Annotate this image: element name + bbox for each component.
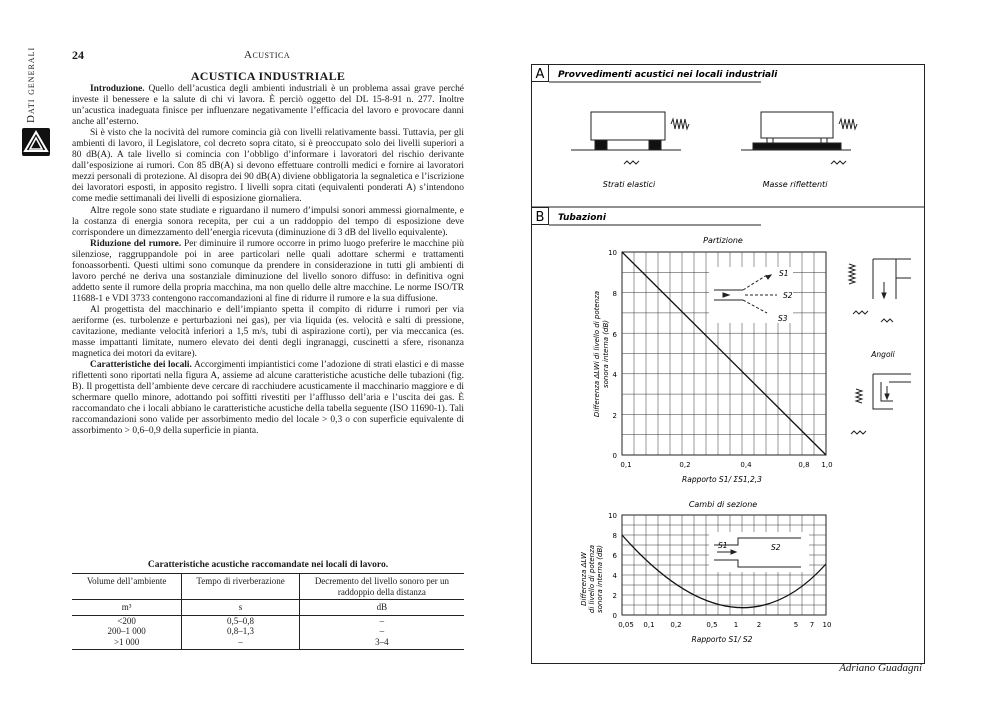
table-unit: dB bbox=[299, 600, 464, 616]
paragraph bbox=[72, 128, 464, 205]
branch-s1: S1 bbox=[779, 269, 789, 278]
paragraph bbox=[72, 84, 464, 128]
chart2-ylabel: Differenza ΔLW bbox=[580, 552, 588, 606]
table-cell: <200 bbox=[72, 615, 182, 626]
chart2-xlabel: Rapporto S1/ S2 bbox=[691, 635, 753, 644]
chart2-xtick: 5 bbox=[793, 621, 799, 629]
table-unit: s bbox=[182, 600, 300, 616]
paragraph-lead: Caratteristiche dei locali. bbox=[90, 360, 192, 371]
acoustics-section-icon bbox=[22, 128, 50, 156]
table-unit: m³ bbox=[72, 600, 182, 616]
chart2-y-ticks bbox=[608, 512, 617, 620]
paragraph-text: Si è visto che la nocività del rumore comincia già con livelli relativamente bassi. Tuttavia, per gli ambienti di lavoro, il Legislatore, col decreto sopra citato, si è preoccupato solo dei livelli superiori a 80 dB(A). A tale livello si comincia con l’obbligo d’informare i lavoratori del rischio derivante dall’esposizione ai rumori. Con 85 dB(A) si devono effettuare controlli medici e fornire ai lavoratori mezzi personali di protezione. Al disopra dei 90 dB(A) diviene obbligatoria la segnaletica e l’iscrizione dei lavoratori esposti, in apposito registro. I livelli sopra citati (equivalenti ponderati A) s’intendono come medie settimanali dei livelli di esposizione giornaliera. bbox=[72, 128, 464, 205]
chart2-xtick: 7 bbox=[809, 621, 815, 629]
chart2-ylabel: sonora interna (dB) bbox=[596, 544, 604, 614]
chart1-ytick: 8 bbox=[612, 290, 617, 298]
table-header: Tempo di riverberazione bbox=[182, 574, 300, 600]
angles-label: Angoli bbox=[871, 350, 895, 359]
section-side-tab: Dati generali bbox=[25, 46, 37, 124]
paragraph bbox=[72, 239, 464, 305]
table-header: Volume dell’ambiente bbox=[72, 574, 182, 600]
table-header: Decremento del livello sonoro per un raddoppio della distanza bbox=[299, 574, 464, 600]
label-elastic-layers: Strati elastici bbox=[602, 180, 656, 189]
table-row bbox=[72, 637, 464, 650]
chart2-xtick: 0,5 bbox=[706, 621, 718, 629]
panel-b-letter: B bbox=[535, 210, 545, 225]
chart2-x-ticks bbox=[618, 621, 831, 629]
paragraph bbox=[72, 305, 464, 360]
panel-b-title: Tubazioni bbox=[558, 213, 606, 223]
chart2-xtick: 2 bbox=[756, 621, 762, 629]
table-cell: 0,5–0,8 bbox=[182, 615, 300, 626]
angles-drawing-top bbox=[849, 259, 911, 322]
chart1-ytick: 6 bbox=[612, 331, 617, 339]
chart1-xtick: 0,2 bbox=[679, 461, 691, 469]
chart2-ytick: 0 bbox=[612, 612, 617, 620]
table-caption: Caratteristiche acustiche raccomandate nei locali di lavoro. bbox=[147, 560, 389, 570]
chart1-x-ticks bbox=[620, 461, 832, 469]
chart1-xtick: 0,1 bbox=[620, 461, 632, 469]
chart2-xtick: 1 bbox=[733, 621, 739, 629]
body-text bbox=[72, 84, 464, 438]
chart1-ytick: 10 bbox=[608, 249, 617, 257]
page-title: ACUSTICA INDUSTRIALE bbox=[190, 69, 346, 83]
elastic-layers-drawing bbox=[571, 112, 689, 164]
table-cell: 3–4 bbox=[299, 637, 464, 650]
chart2-ytick: 8 bbox=[612, 532, 617, 540]
table-cell: 0,8–1,3 bbox=[182, 626, 300, 637]
chart2-xtick: 0,2 bbox=[670, 621, 682, 629]
chart2-ytick: 2 bbox=[612, 592, 617, 600]
section-change-inset bbox=[709, 532, 809, 572]
paragraph-text: Per diminuire il rumore occorre in primo luogo preferire le macchine più silenziose, raggruppandole poi in aree particolari nelle quali adottare schermi e trattamenti fonoassorbenti. Questi ultimi sono comunque da prendere in considerazione in tutti gli ambienti di lavoro perché ne deriva una sostanziale diminuzione del livello sonoro diffuso: in definitiva ogni addetto sente il rumore della propria macchina, ma non quello delle altre macchine. Le norme ISO/TR 11688-1 e VDI 3733 contengono raccomandazioni al fine di ridurre il rumore e la sua diffusione. bbox=[72, 238, 465, 304]
paragraph-lead: Riduzione del rumore. bbox=[90, 238, 182, 249]
branch-s3: S3 bbox=[778, 314, 788, 323]
acoustic-figure bbox=[531, 64, 925, 664]
table-cell: >1 000 bbox=[72, 637, 182, 650]
chart1-ytick: 2 bbox=[612, 412, 617, 420]
section-s1: S1 bbox=[718, 541, 728, 550]
chart1-ytick: 0 bbox=[612, 452, 617, 460]
table-cell: – bbox=[379, 615, 385, 626]
paragraph-lead: Introduzione. bbox=[90, 84, 145, 94]
page-number: 24 bbox=[72, 48, 84, 62]
angles-drawing-bottom bbox=[851, 374, 911, 434]
panel-a-title: Provvedimenti acustici nei locali industriali bbox=[558, 70, 778, 80]
chart2-xtick: 0,1 bbox=[643, 621, 655, 629]
chart2-ytick: 10 bbox=[608, 512, 617, 520]
chart1-xtick: 1,0 bbox=[821, 461, 833, 469]
chart2-xtick: 10 bbox=[822, 621, 832, 629]
paragraph bbox=[72, 206, 464, 239]
chart1-ytick: 4 bbox=[612, 371, 617, 379]
running-head: Acustica bbox=[244, 49, 291, 61]
paragraph bbox=[72, 360, 464, 437]
table-row bbox=[72, 615, 464, 626]
table-cell: – bbox=[379, 626, 385, 636]
paragraph-text: Accorgimenti impiantistici come l’adozione di strati elastici e di masse riflettenti sono riportati nella figura A, assieme ad alcune caratteristiche acustiche delle tubazioni (fig. B). Il progettista dell’ambiente deve cercare di racchiudere acusticamente il macchinario maggiore e di schermare quello minore, adottando poi soffitti rivestiti per l’afflusso dell’aria e l’uscita dei gas. È raccomandato che i locali abbiano le caratteristiche acustiche della tabella seguente (ISO 11690-1). Tali raccomandazioni sono valide per assorbimento medio del locale > 0,3 o con superficie equivalente di assorbimento > 0,6–0,9 della superficie in pianta. bbox=[72, 360, 464, 437]
chart2-xtick: 0,05 bbox=[618, 621, 634, 629]
recommendations-table bbox=[72, 573, 464, 650]
chart1-xtick: 0,8 bbox=[798, 461, 810, 469]
section-s2: S2 bbox=[771, 543, 781, 552]
author: Adriano Guadagni bbox=[839, 662, 922, 674]
label-reflective-masses: Masse riflettenti bbox=[762, 180, 828, 189]
chart2-ytick: 6 bbox=[612, 552, 617, 560]
chart1-ylabel: Differenza ΔLWi di livello di potenza bbox=[593, 290, 601, 418]
branch-s2: S2 bbox=[783, 291, 793, 300]
chart2-ylabel: di livello di potenza bbox=[588, 544, 596, 614]
paragraph-text: Altre regole sono state studiate e riguardano il numero d’impulsi sonori ammessi giornalmente, e la costanza di energia sonora recepita, per cui a un raddoppio del tempo di esposizione deve corrispondere un dimezzamento dell’energia ricevuta (diminuzione di 3 dB del livello equivalente). bbox=[72, 205, 464, 238]
chart2-ytick: 4 bbox=[612, 572, 617, 580]
chart2-title: Cambi di sezione bbox=[688, 500, 758, 509]
table-row bbox=[72, 626, 464, 637]
reflective-masses-drawing bbox=[741, 112, 857, 164]
paragraph-text: Al progettista del macchinario e dell’impianto spetta il compito di ridurre i rumori per via aeriforme (es. turbolenze e perturbazioni nei gas), per via liquida (es. velocità e salti di pressione, cavitazione, mediante velocità inferiori a 1,5 m/s, tubi di aspirazione corti), per via meccanica (es. masse impattanti limitate, numero elevato dei denti degli ingranaggi, cuscinetti a sfere, risonanza magnetica dei motori da evitare). bbox=[72, 304, 464, 360]
chart1-title: Partizione bbox=[703, 236, 743, 245]
chart1-xlabel: Rapporto S1/ ΣS1,2,3 bbox=[682, 475, 762, 484]
table-cell: – bbox=[182, 637, 300, 650]
chart1-ylabel: sonora interna (dB) bbox=[602, 319, 610, 389]
panel-a-letter: A bbox=[535, 67, 545, 82]
table-cell: 200–1 000 bbox=[72, 626, 182, 637]
paragraph-text: Quello dell’acustica degli ambienti industriali è un problema assai grave perché investe il benessere e la salute di chi vi lavora. È perciò oggetto del DL 15-8-91 n. 277. Inoltre un’acustica inadeguata finisce per influenzare negativamente l’efficacia del lavoro e provocare danni anche all’esterno. bbox=[72, 84, 464, 128]
chart1-xtick: 0,4 bbox=[740, 461, 752, 469]
